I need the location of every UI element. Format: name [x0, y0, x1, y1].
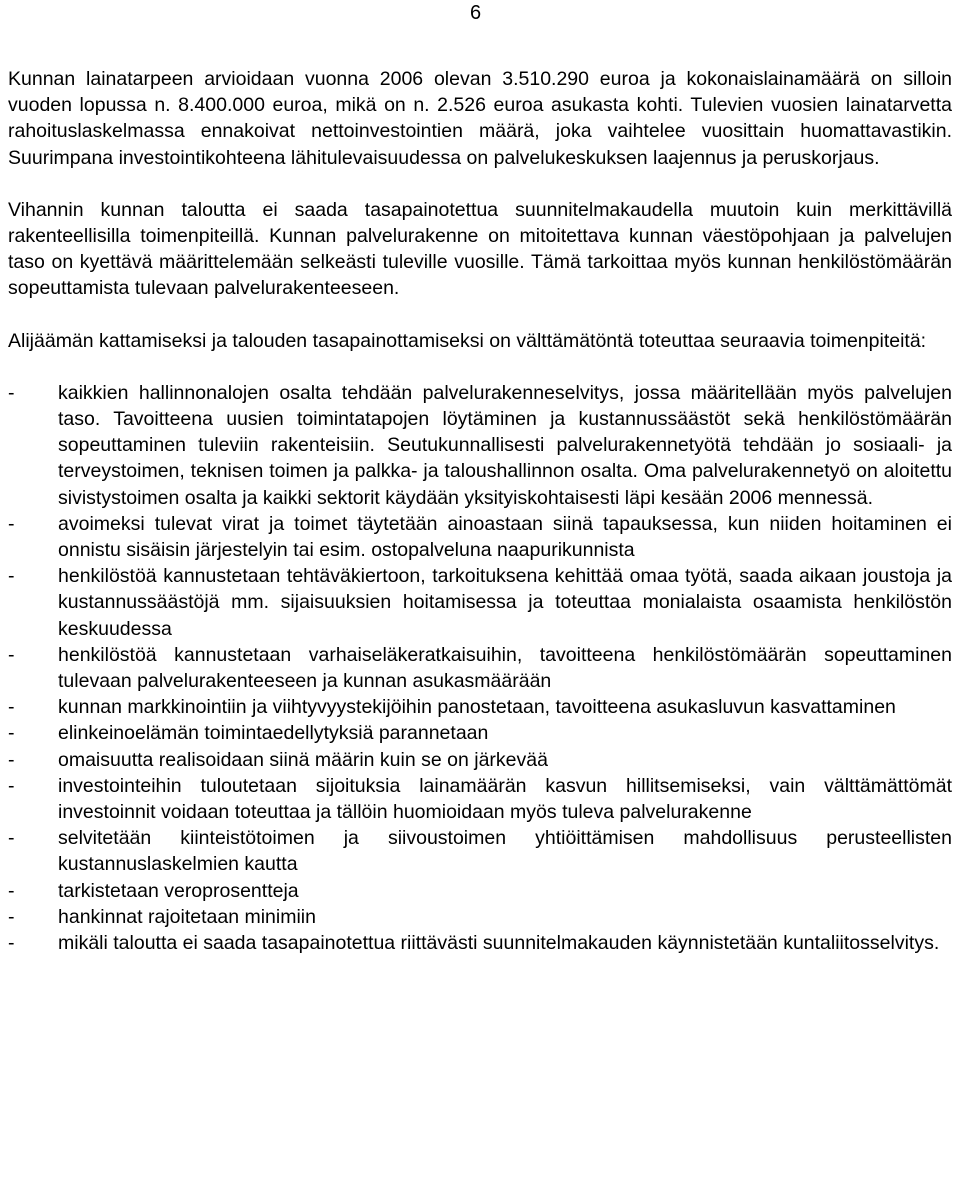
list-item — [8, 511, 952, 563]
list-item-text: mikäli taloutta ei saada tasapainotettua riittävästi suunnitelmakauden käynnistetään kuntaliitosselvitys. — [58, 932, 940, 955]
bullet-dash: - — [8, 722, 15, 745]
bullet-dash: - — [8, 696, 15, 719]
list-item-text: selvitetään kiinteistötoimen ja siivoustoimen yhtiöittämisen mahdollisuus perusteellisten kustannuslaskelmien kautta — [58, 827, 952, 876]
list-item-text: kaikkien hallinnonalojen osalta tehdään palvelurakenneselvitys, jossa määritellään myös palvelujen taso. Tavoitteena uusien toimintatapojen löytäminen ja kustannussäästöt sekä henkilöstömäärän sopeuttaminen tuleviin rakenteisiin. Seutukunnallisesti palvelurakennetyötä tehdään jo sosiaali- ja terveystoimen, teknisen toimen ja palkka- ja taloushallinnon osalta. Oma palvelurakennetyö on aloitettu sivistystoimen osalta ja kaikki sektorit käydään yksityiskohtaisesti läpi kesään 2006 mennessä. — [58, 381, 952, 509]
list-item-text: hankinnat rajoitetaan minimiin — [58, 905, 316, 928]
paragraph-measures-intro: Alijäämän kattamiseksi ja talouden tasapainottamiseksi on välttämätöntä toteuttaa seuraavia toimenpiteitä: — [8, 329, 927, 352]
list-item — [8, 930, 952, 956]
bullet-dash: - — [8, 381, 15, 404]
measures-list — [8, 380, 952, 956]
list-item — [8, 694, 952, 720]
list-item-text: avoimeksi tulevat virat ja toimet täytetään ainoastaan siinä tapauksessa, kun niiden hoitaminen ei onnistu sisäisin järjestelyin tai esim. ostopalveluna naapurikunnista — [58, 512, 952, 562]
bullet-dash: - — [8, 643, 15, 666]
list-item — [8, 720, 952, 746]
list-item-text: kunnan markkinointiin ja viihtyvyystekijöihin panostetaan, tavoitteena asukasluvun kasvattaminen — [58, 696, 896, 719]
bullet-dash: - — [8, 565, 15, 588]
paragraph-balancing: Vihannin kunnan taloutta ei saada tasapainotettua suunnitelmakaudella muutoin kuin merkittävillä rakenteellisilla toimenpiteillä. Kunnan palvelurakenne on mitoitettava kunnan väestöpohjaan ja palvelujen taso on kyettävä määrittelemään selkeästi tuleville vuosille. Tämä tarkoittaa myös kunnan henkilöstömäärän sopeuttamista tulevaan palvelurakenteeseen. — [8, 198, 952, 300]
paragraph-loan-need: Kunnan lainatarpeen arvioidaan vuonna 2006 olevan 3.510.290 euroa ja kokonaislainamäärä on silloin vuoden lopussa n. 8.400.000 euroa, mikä on n. 2.526 euroa asukasta kohti. Tulevien vuosien lainatarvetta rahoituslaskelmassa ennakoivat nettoinvestointien määrä, joka vaihtelee vuosittain huomattavastikin. Suurimpana investointikohteena lähitulevaisuudessa on palvelukeskuksen laajennus ja peruskorjaus. — [8, 68, 952, 169]
list-item-text: henkilöstöä kannustetaan varhaiseläkeratkaisuihin, tavoitteena henkilöstömäärän sopeuttaminen tulevaan palvelurakenteeseen ja kunnan asukasmäärään — [58, 643, 952, 693]
bullet-dash: - — [8, 748, 15, 771]
list-item — [8, 825, 952, 877]
list-item-text: elinkeinoelämän toimintaedellytyksiä parannetaan — [58, 722, 489, 745]
bullet-dash: - — [8, 774, 15, 797]
bullet-dash: - — [8, 827, 15, 850]
list-item — [8, 642, 952, 694]
list-item — [8, 773, 952, 825]
document-body — [8, 66, 952, 956]
bullet-dash: - — [8, 879, 15, 902]
bullet-dash: - — [8, 905, 15, 928]
bullet-dash: - — [8, 932, 15, 955]
page-number: 6 — [470, 2, 482, 24]
list-item-text: omaisuutta realisoidaan siinä määrin kuin se on järkevää — [58, 748, 548, 771]
list-item — [8, 904, 952, 930]
bullet-dash: - — [8, 512, 15, 535]
list-item-text: henkilöstöä kannustetaan tehtäväkiertoon, tarkoituksena kehittää omaa työtä, saada aikaan joustoja ja kustannussäästöjä mm. sijaisuuksien hoitamisessa ja toteuttaa monialaista osaamista henkilöstön keskuudessa — [58, 565, 952, 640]
list-item — [8, 563, 952, 642]
list-item — [8, 878, 952, 904]
list-item — [8, 380, 952, 511]
list-item — [8, 747, 952, 773]
list-item-text: tarkistetaan veroprosentteja — [58, 879, 299, 902]
list-item-text: investointeihin tuloutetaan sijoituksia lainamäärän kasvun hillitsemiseksi, vain välttämättömät investoinnit voidaan toteuttaa ja tällöin huomioidaan myös tuleva palvelurakenne — [58, 774, 952, 824]
